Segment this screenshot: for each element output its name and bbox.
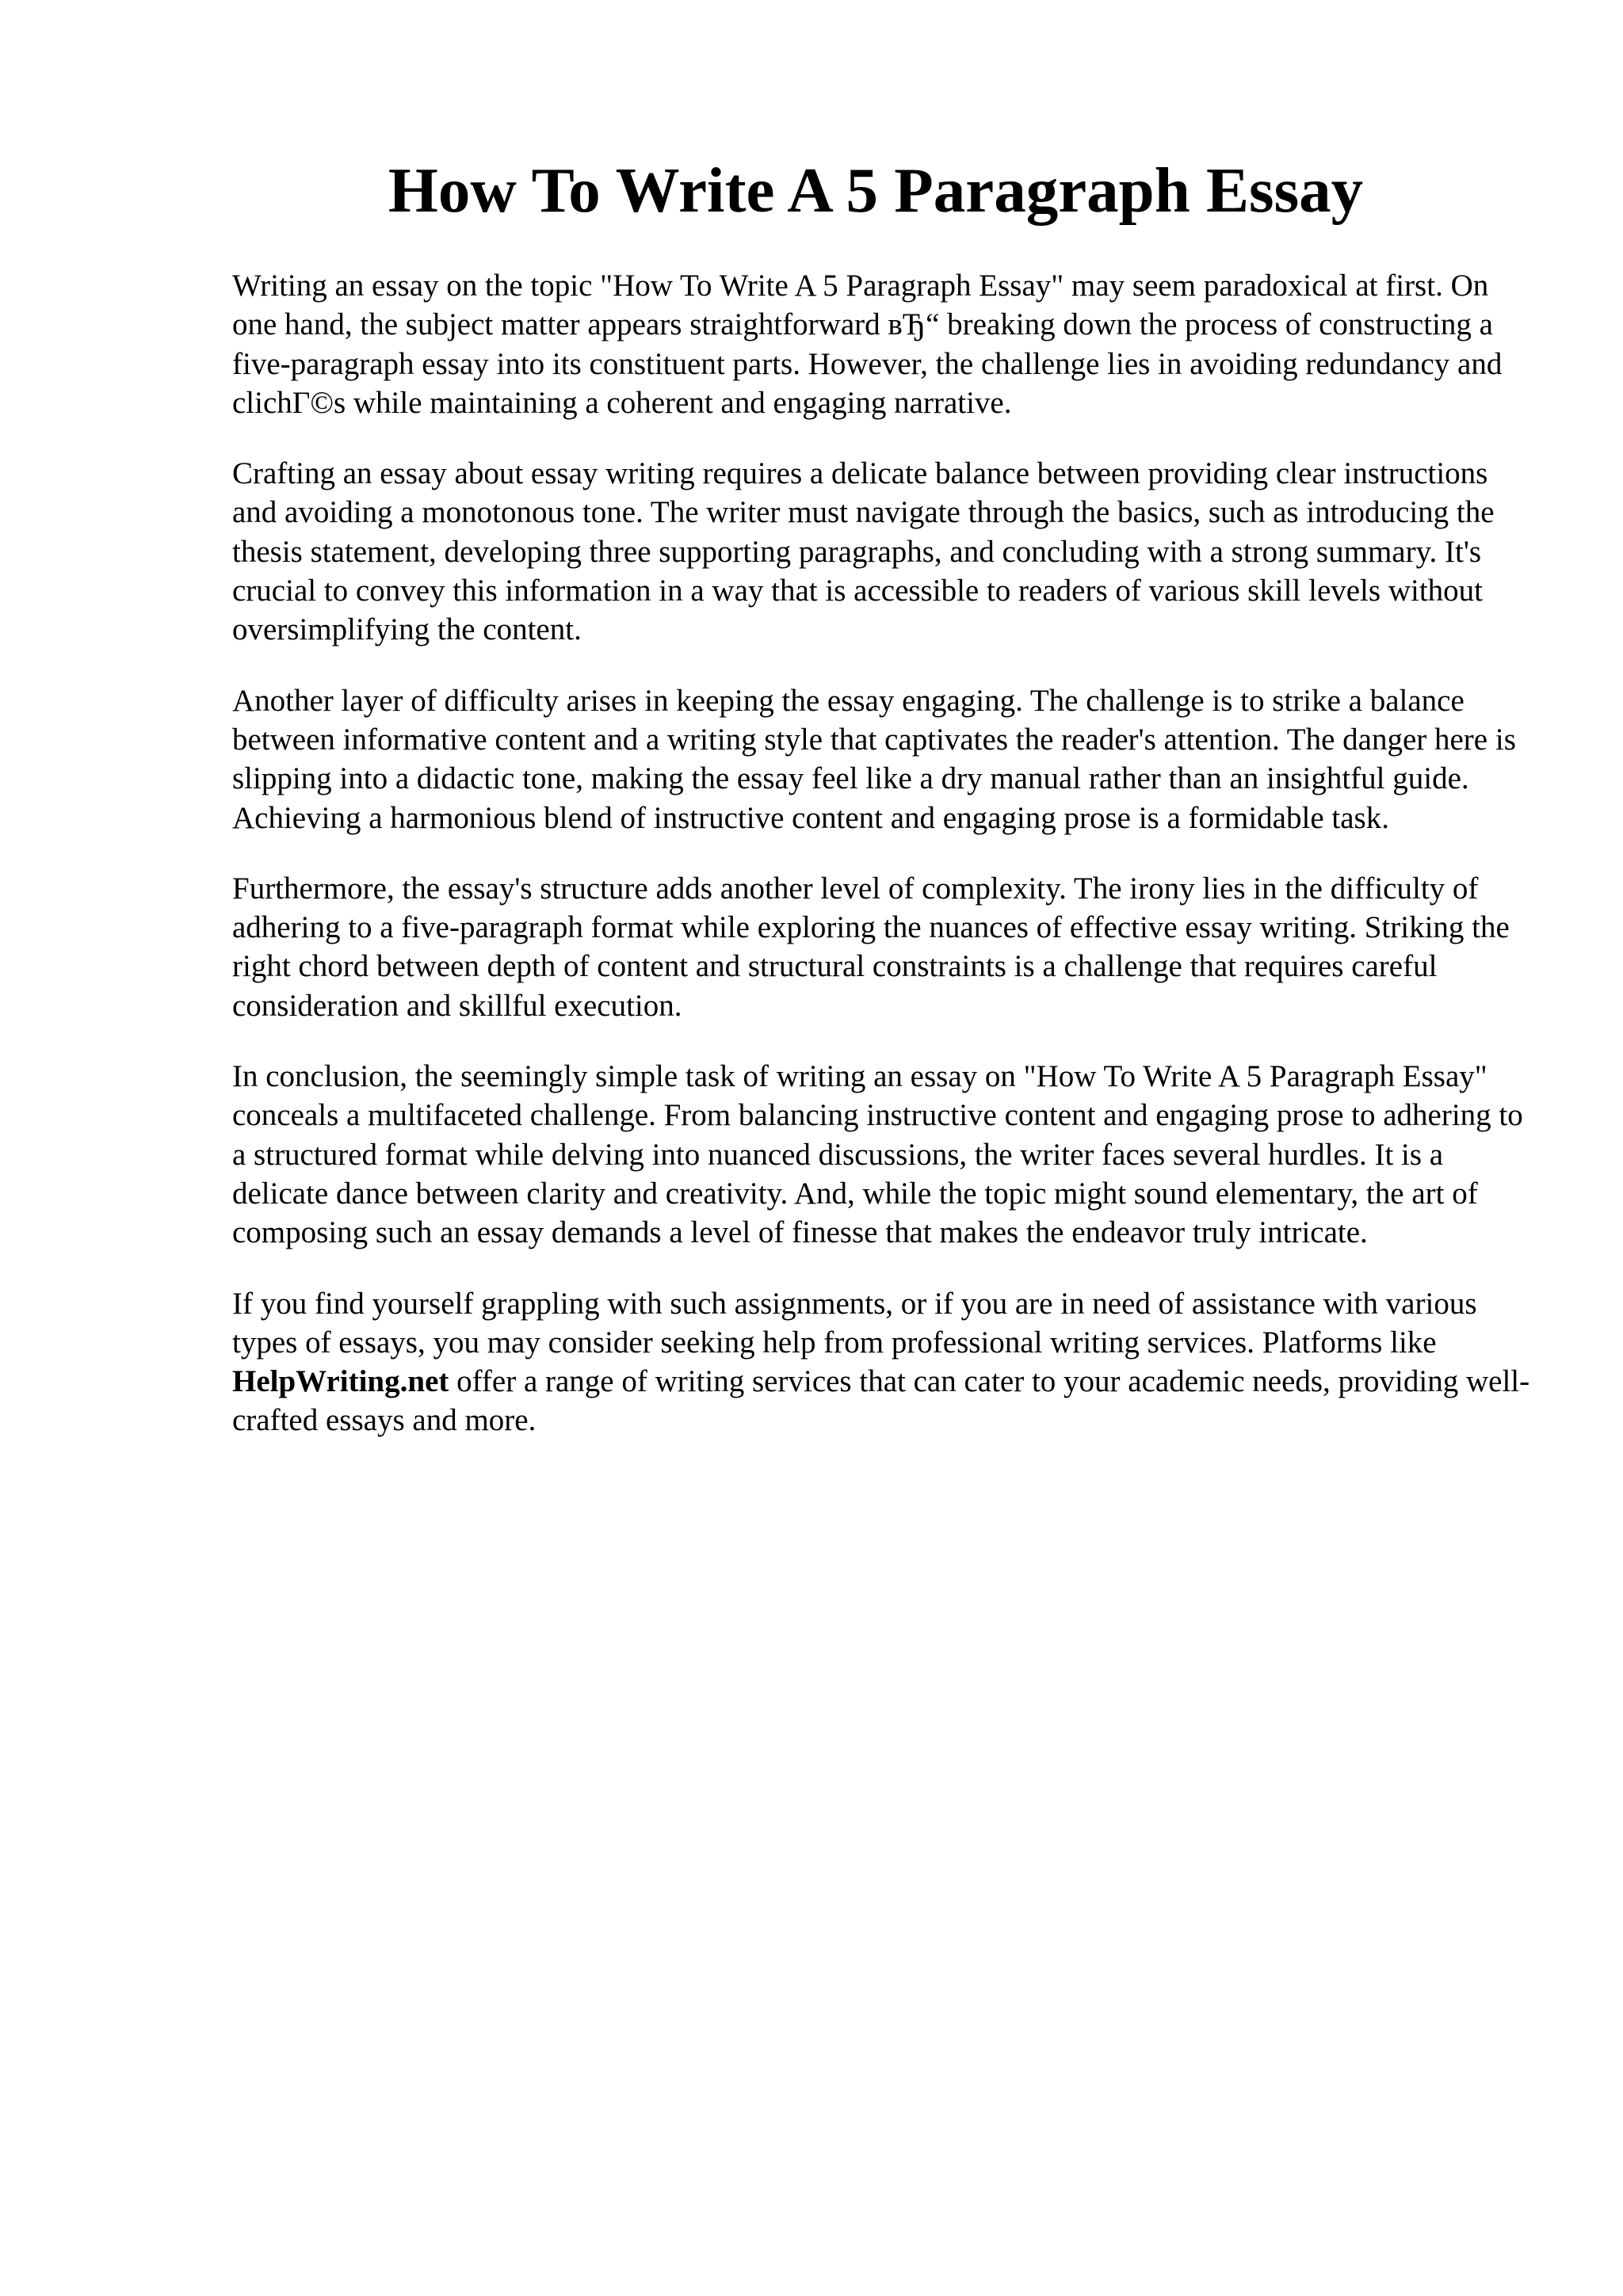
paragraph-1: Writing an essay on the topic "How To Write A 5 Paragraph Essay" may seem paradoxical at first. On one hand, the subject matter appears straightforward вЂ“ breaking down the process of constructing a five-paragraph essay into its constituent parts. However, the challenge lies in avoiding redundancy and clichГ©s while maintaining a coherent and engaging narrative. xyxy=(232,269,1503,420)
paragraph-5: In conclusion, the seemingly simple task of writing an essay on "How To Write A 5 Paragraph Essay" conceals a multifaceted challenge. From balancing instructive content and engaging prose to adhering to a structured format while delving into nuanced discussions, the writer faces several hurdles. It is a delicate dance between clarity and creativity. And, while the topic might sound elementary, the art of composing such an essay demands a level of finesse that makes the endeavor truly intricate. xyxy=(232,1059,1523,1250)
paragraph-3: Another layer of difficulty arises in keeping the essay engaging. The challenge is to strike a balance between informative content and a writing style that captivates the reader's attention. The danger here is slipping into a didactic tone, making the essay feel like a dry manual rather than an insightful guide. Achieving a harmonious blend of instructive content and engaging prose is a formidable task. xyxy=(232,683,1516,835)
closing-paragraph xyxy=(232,1284,1532,1440)
page-title: How To Write A 5 Paragraph Essay xyxy=(388,154,1364,226)
helpwriting-link[interactable]: HelpWriting.net xyxy=(232,1364,449,1399)
essay-body xyxy=(232,266,1532,1472)
paragraph-4: Furthermore, the essay's structure adds another level of complexity. The irony lies in the difficulty of adhering to a five-paragraph format while exploring the nuances of effective essay writing. Striking the right chord between depth of content and structural constraints is a challenge that requires careful consideration and skillful execution. xyxy=(232,871,1510,1023)
closing-text-before: If you find yourself grappling with such assignments, or if you are in need of assistance with various types of essays, you may consider seeking help from professional writing services. Platforms like xyxy=(232,1286,1477,1360)
closing-text-after: offer a range of writing services that can cater to your academic needs, providing well-crafted essays and more. xyxy=(232,1364,1530,1438)
paragraph-2: Crafting an essay about essay writing requires a delicate balance between providing clear instructions and avoiding a monotonous tone. The writer must navigate through the basics, such as introducing the thesis statement, developing three supporting paragraphs, and concluding with a strong summary. It's crucial to convey this information in a way that is accessible to readers of various skill levels without oversimplifying the content. xyxy=(232,456,1495,647)
